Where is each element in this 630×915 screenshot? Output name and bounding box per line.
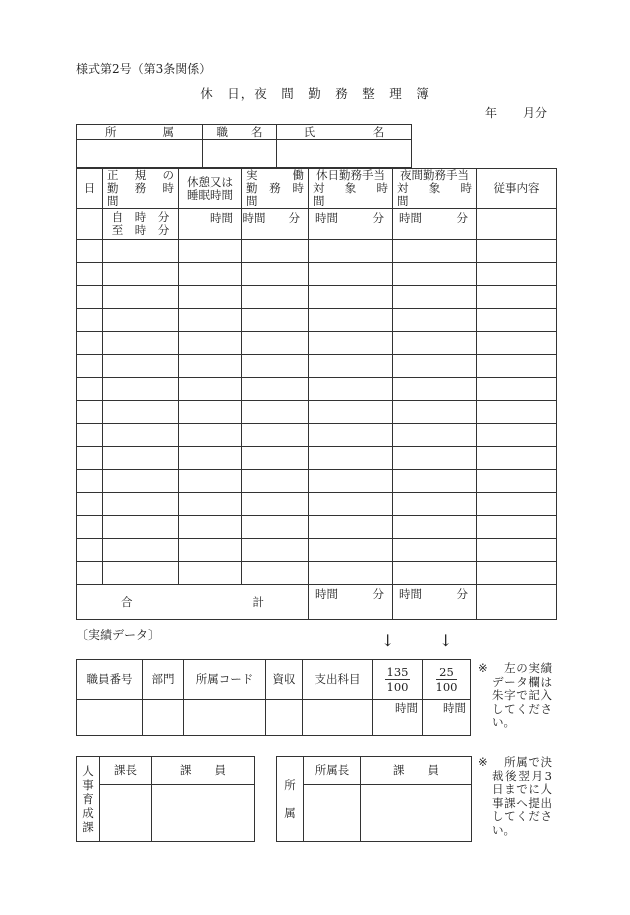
log-cell[interactable] [77,516,103,539]
log-cell[interactable] [242,470,309,493]
table-row [77,516,557,539]
log-cell[interactable] [103,240,179,263]
employee-no-field[interactable] [77,700,143,736]
unit-duty [477,209,557,240]
total-duty [477,585,557,620]
log-cell[interactable] [242,493,309,516]
log-cell[interactable] [77,240,103,263]
shikyu-header: 資収 [266,660,303,700]
kain-stamp[interactable] [152,785,255,842]
log-cell[interactable] [393,263,477,286]
shikyu-field[interactable] [266,700,303,736]
log-cell[interactable] [309,424,393,447]
log-cell[interactable] [103,355,179,378]
log-cell[interactable] [477,562,557,585]
log-cell[interactable] [242,539,309,562]
shimei-header: 氏 名 [277,125,412,140]
dept-field[interactable] [143,700,184,736]
rate-25-field[interactable]: 時間 [423,700,471,736]
log-cell[interactable] [103,493,179,516]
form-title: 休 日，夜 間 勤 務 整 理 簿 [200,86,430,101]
log-cell[interactable] [103,424,179,447]
column-header-row [77,169,557,209]
log-cell[interactable] [242,309,309,332]
form-number: 様式第2号（第3条関係） [76,62,212,76]
shimei-field[interactable] [277,140,412,168]
shozoku-kain-stamp[interactable] [361,785,472,842]
vertical-label-char: 所 [284,778,296,792]
table-row [77,240,557,263]
log-cell[interactable] [393,470,477,493]
arrow-down-icon: ↓ [439,631,453,650]
year-label: 年 [485,106,498,120]
table-row [77,539,557,562]
log-cell[interactable] [179,470,242,493]
total-label: 合 計 [77,585,309,620]
log-cell[interactable] [477,378,557,401]
log-cell[interactable] [77,309,103,332]
shozoku-header: 所 属 [77,125,203,140]
log-cell[interactable] [477,424,557,447]
rest-hours-header: 休憩又は 睡眠時間 [179,169,242,209]
kacho-header: 課長 [100,757,152,785]
log-cell[interactable] [393,562,477,585]
log-cell[interactable] [77,470,103,493]
shoku-field[interactable] [203,140,277,168]
log-cell[interactable] [477,309,557,332]
log-cell[interactable] [477,332,557,355]
affiliation-label [277,757,304,842]
unit-holiday: 時間 分 [309,209,393,240]
log-cell[interactable] [103,309,179,332]
holiday-allowance-header: 休日勤務手当 対 象 時 間 [309,169,393,209]
table-row [77,562,557,585]
employee-header-table [76,124,412,168]
shozoku-field[interactable] [77,140,203,168]
log-cell[interactable] [477,447,557,470]
log-cell[interactable] [393,539,477,562]
log-cell[interactable] [242,286,309,309]
vertical-label-char: 育 [82,792,94,806]
log-cell[interactable] [309,240,393,263]
vertical-label-char: 人 [82,764,94,778]
duty-content-header: 従事内容 [477,169,557,209]
log-cell[interactable] [179,332,242,355]
log-cell[interactable] [393,378,477,401]
log-cell[interactable] [477,470,557,493]
dept-header: 部門 [143,660,184,700]
vertical-label-char: 成 [82,806,94,820]
log-cell[interactable] [77,286,103,309]
log-cell[interactable] [309,401,393,424]
log-cell[interactable] [477,355,557,378]
log-cell[interactable] [242,401,309,424]
month-label: 月分 [523,106,548,120]
account-field[interactable] [303,700,373,736]
rate-25-header: $\frac{25}{100}$ [423,660,471,700]
log-cell[interactable] [393,401,477,424]
log-cell[interactable] [242,562,309,585]
kain-header: 課 員 [152,757,255,785]
log-cell[interactable] [393,286,477,309]
table-row [77,470,557,493]
log-cell[interactable] [242,263,309,286]
arrow-down-icon: ↓ [381,631,395,650]
log-cell[interactable] [77,401,103,424]
shoku-header: 職 名 [203,125,277,140]
log-cell[interactable] [179,240,242,263]
log-cell[interactable] [77,355,103,378]
log-cell[interactable] [179,447,242,470]
log-cell[interactable] [179,309,242,332]
log-cell[interactable] [103,470,179,493]
log-cell[interactable] [179,286,242,309]
log-cell[interactable] [477,539,557,562]
table-row [77,309,557,332]
year-month [485,104,547,121]
log-cell[interactable] [309,539,393,562]
log-cell[interactable] [242,240,309,263]
log-cell[interactable] [242,355,309,378]
log-cell[interactable] [309,493,393,516]
unit-night: 時間 分 [393,209,477,240]
vertical-label-char: 課 [82,820,94,834]
log-cell[interactable] [393,240,477,263]
personnel-approval-box [76,756,255,842]
log-cell[interactable] [77,263,103,286]
log-cell[interactable] [103,378,179,401]
total-holiday[interactable]: 時間 分 [309,585,393,620]
log-cell[interactable] [309,263,393,286]
unit-from-to: 自 時 分 至 時 分 [103,209,179,240]
log-cell[interactable] [393,424,477,447]
log-cell[interactable] [477,401,557,424]
shozoku-kain-header: 課 員 [361,757,472,785]
log-cell[interactable] [393,355,477,378]
day-header: 日 [77,169,103,209]
log-cell[interactable] [103,562,179,585]
log-cell[interactable] [103,286,179,309]
submission-note: ※ 所属で決裁後翌月3日までに人事課へ提出してください。 [478,755,552,837]
rate-135-field[interactable]: 時間 [373,700,423,736]
log-cell[interactable] [393,447,477,470]
log-cell[interactable] [103,401,179,424]
log-cell[interactable] [477,263,557,286]
log-cell[interactable] [179,539,242,562]
log-cell[interactable] [309,470,393,493]
table-row [77,286,557,309]
log-cell[interactable] [103,263,179,286]
table-row [77,424,557,447]
log-cell[interactable] [103,539,179,562]
log-cell[interactable] [77,539,103,562]
table-row [77,447,557,470]
units-row [77,209,557,240]
log-cell[interactable] [77,447,103,470]
account-header: 支出科目 [303,660,373,700]
log-cell[interactable] [179,424,242,447]
table-row [77,332,557,355]
log-cell[interactable] [309,516,393,539]
table-row [77,401,557,424]
log-cell[interactable] [393,332,477,355]
log-cell[interactable] [179,355,242,378]
table-row [77,355,557,378]
log-cell[interactable] [477,493,557,516]
work-log-table [76,168,557,620]
dept-code-field[interactable] [184,700,266,736]
log-cell[interactable] [309,447,393,470]
log-cell[interactable] [242,332,309,355]
log-cell[interactable] [242,516,309,539]
log-cell[interactable] [103,516,179,539]
employee-no-header: 職員番号 [77,660,143,700]
log-cell[interactable] [77,332,103,355]
log-cell[interactable] [77,424,103,447]
red-ink-note: ※ 左の実績データ欄は朱字で記入してください。 [478,661,552,729]
log-cell[interactable] [309,332,393,355]
shozokucho-header: 所属長 [304,757,361,785]
log-cell[interactable] [393,516,477,539]
actual-hours-header: 実 働 勤 務 時 間 [242,169,309,209]
log-cell[interactable] [242,378,309,401]
unit-rest: 時間 [179,209,242,240]
kacho-stamp[interactable] [100,785,152,842]
log-cell[interactable] [77,562,103,585]
total-night[interactable]: 時間 分 [393,585,477,620]
unit-actual: 時間 分 [242,209,309,240]
log-cell[interactable] [242,424,309,447]
dept-code-header: 所属コード [184,660,266,700]
table-row [77,263,557,286]
log-cell[interactable] [179,401,242,424]
table-row [77,378,557,401]
regular-hours-header: 正 規 の 勤 務 時 間 [103,169,179,209]
log-cell[interactable] [77,493,103,516]
log-cell[interactable] [309,355,393,378]
log-cell[interactable] [179,378,242,401]
log-cell[interactable] [477,286,557,309]
log-cell[interactable] [179,562,242,585]
log-cell[interactable] [179,493,242,516]
vertical-label-char: 事 [82,778,94,792]
log-cell[interactable] [477,516,557,539]
table-row [77,493,557,516]
log-cell[interactable] [477,240,557,263]
log-cell[interactable] [393,309,477,332]
log-cell[interactable] [309,309,393,332]
log-cell[interactable] [309,286,393,309]
log-cell[interactable] [179,516,242,539]
log-cell[interactable] [103,447,179,470]
night-allowance-header: 夜間勤務手当 対 象 時 間 [393,169,477,209]
log-cell[interactable] [242,447,309,470]
log-cell[interactable] [393,493,477,516]
shozokucho-stamp[interactable] [304,785,361,842]
personnel-dept-label [77,757,100,842]
log-cell[interactable] [103,332,179,355]
log-cell[interactable] [77,378,103,401]
total-row [77,585,557,620]
affiliation-approval-box [276,756,472,842]
rate-135-header: $\frac{135}{100}$ [373,660,423,700]
actual-data-label: 〔実績データ〕 [76,628,161,642]
unit-day [77,209,103,240]
log-cell[interactable] [309,378,393,401]
vertical-label-char: 属 [284,806,296,820]
actual-data-table [76,659,471,736]
log-cell[interactable] [309,562,393,585]
log-cell[interactable] [179,263,242,286]
